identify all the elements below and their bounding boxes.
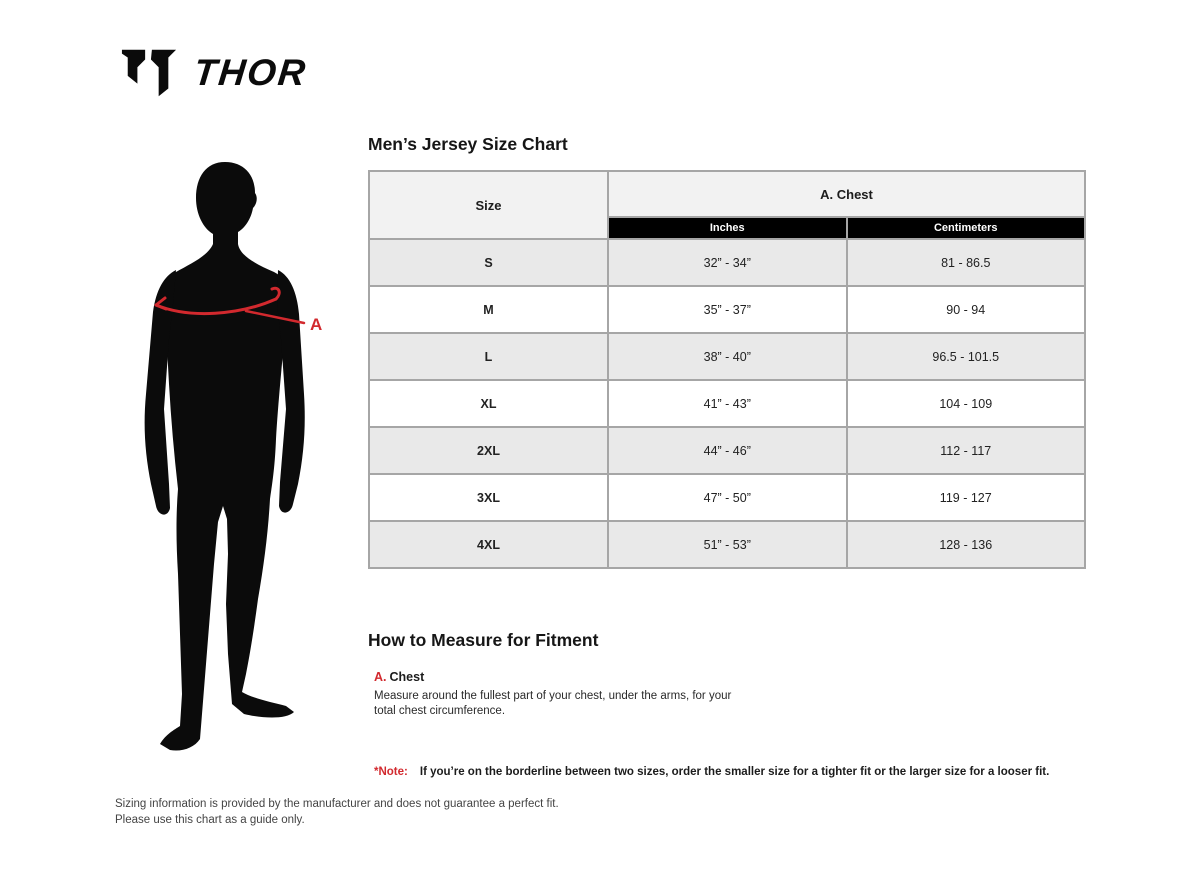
brand-name: THOR [191, 52, 310, 93]
inches-value: 51” - 53” [608, 521, 847, 568]
male-silhouette [145, 162, 305, 751]
table-row-xl [369, 380, 1085, 427]
disclaimer [115, 797, 559, 828]
centimeters-value: 81 - 86.5 [847, 239, 1086, 286]
measurement-label-a: A [310, 315, 323, 334]
table-header-row [369, 171, 1085, 217]
size-value: 4XL [369, 521, 608, 568]
centimeters-value: 104 - 109 [847, 380, 1086, 427]
inches-value: 38” - 40” [608, 333, 847, 380]
note-label: *Note: [374, 766, 408, 778]
inches-value: 41” - 43” [608, 380, 847, 427]
column-header-centimeters: Centimeters [847, 217, 1086, 239]
table-row-4xl [369, 521, 1085, 568]
inches-value: 44” - 46” [608, 427, 847, 474]
inches-value: 35” - 37” [608, 286, 847, 333]
fitment-item-name: Chest [389, 670, 425, 684]
inches-value: 47” - 50” [608, 474, 847, 521]
table-row-2xl [369, 427, 1085, 474]
table-row-s [369, 239, 1085, 286]
table-row-3xl [369, 474, 1085, 521]
thor-horns-icon [120, 48, 178, 98]
column-header-chest: A. Chest [608, 171, 1085, 217]
inches-value: 32” - 34” [608, 239, 847, 286]
note-text: If you’re on the borderline between two sizes, order the smaller size for a tighter fit or the larger size for a looser fit. [419, 766, 1050, 778]
size-value: S [369, 239, 608, 286]
fitment-item-description: Measure around the fullest part of your chest, under the arms, for your total chest circumference. [374, 690, 732, 717]
column-header-size: Size [369, 171, 608, 239]
sizing-note [374, 766, 1049, 778]
centimeters-value: 128 - 136 [847, 521, 1086, 568]
fitment-heading: How to Measure for Fitment [368, 630, 599, 650]
table-row-l [369, 333, 1085, 380]
size-value: XL [369, 380, 608, 427]
size-value: 2XL [369, 427, 608, 474]
column-header-inches: Inches [608, 217, 847, 239]
brand-logo [120, 46, 310, 100]
male-silhouette-graphic [128, 152, 358, 777]
centimeters-value: 112 - 117 [847, 427, 1086, 474]
size-value: M [369, 286, 608, 333]
size-chart-title: Men’s Jersey Size Chart [368, 134, 568, 154]
fitment-item-chest [374, 670, 424, 684]
table-row-m [369, 286, 1085, 333]
centimeters-value: 119 - 127 [847, 474, 1086, 521]
disclaimer-line-1: Sizing information is provided by the manufacturer and does not guarantee a perfect fit. [115, 798, 559, 810]
size-value: 3XL [369, 474, 608, 521]
size-chart-section [368, 134, 1086, 814]
disclaimer-line-2: Please use this chart as a guide only. [115, 813, 305, 826]
size-chart-table [368, 170, 1086, 569]
centimeters-value: 96.5 - 101.5 [847, 333, 1086, 380]
size-value: L [369, 333, 608, 380]
body-measurement-figure [128, 152, 358, 777]
centimeters-value: 90 - 94 [847, 286, 1086, 333]
fitment-item-letter: A. [374, 670, 387, 684]
